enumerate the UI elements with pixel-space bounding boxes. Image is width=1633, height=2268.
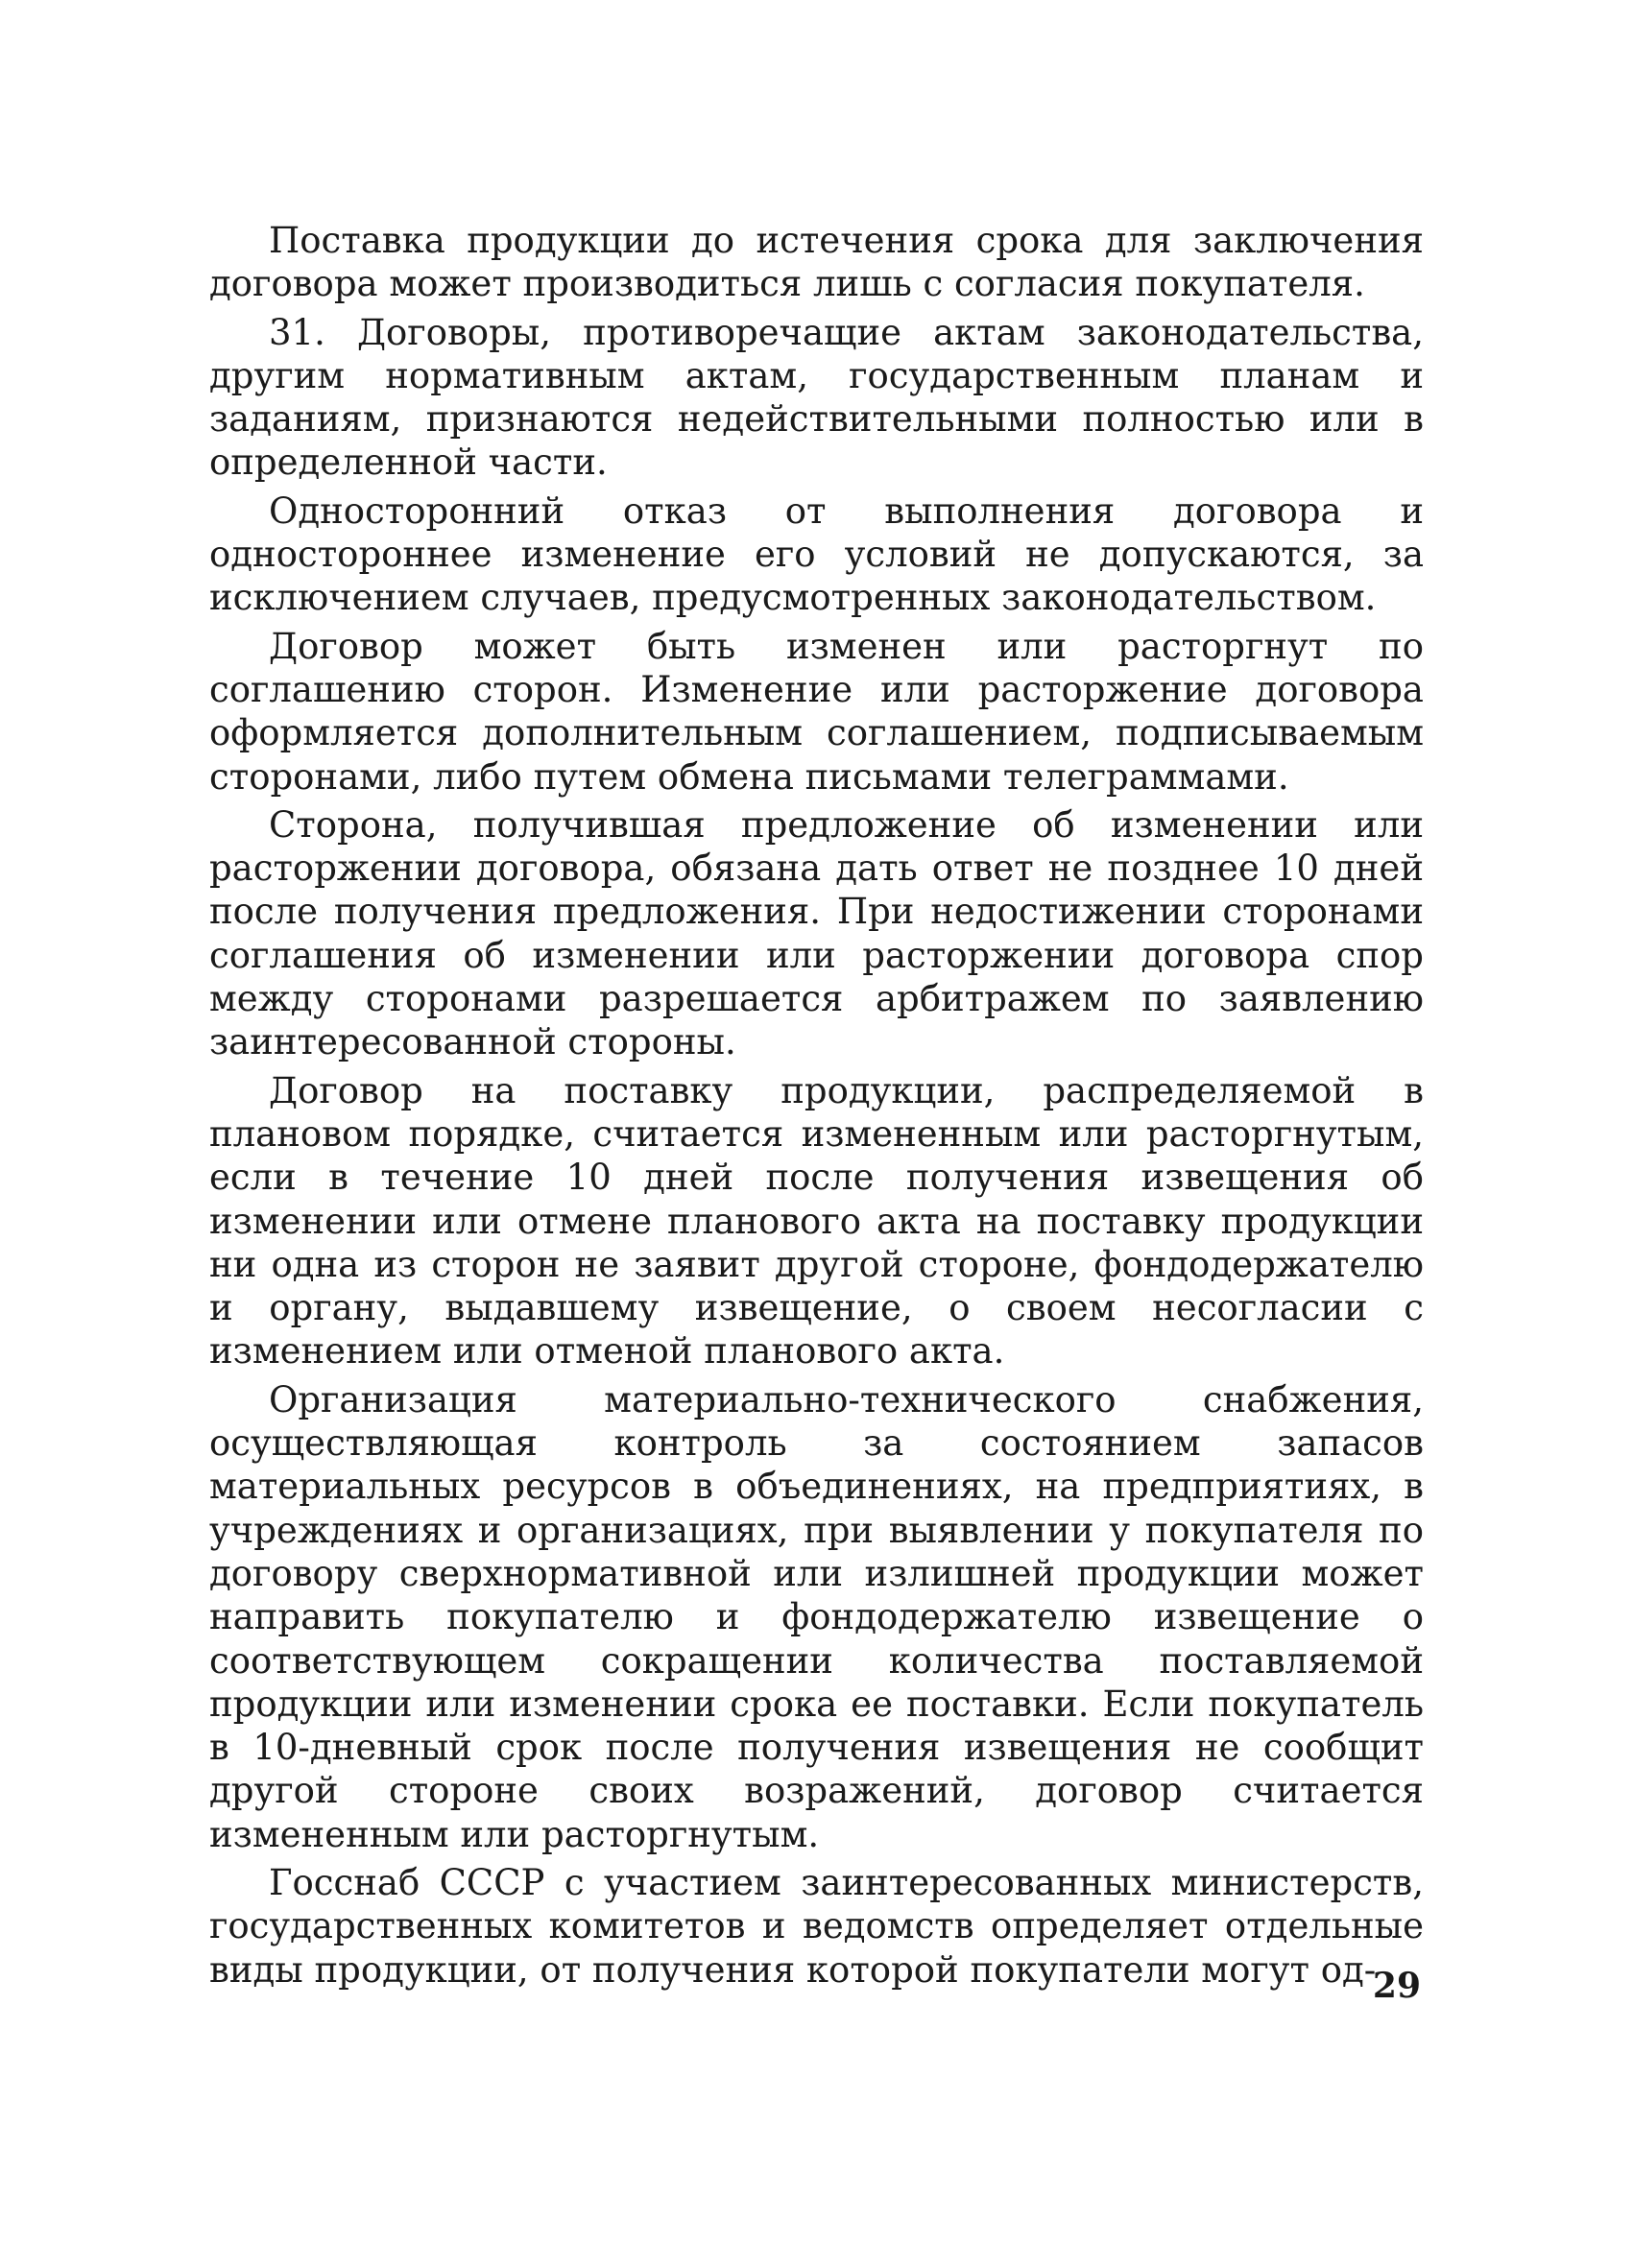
paragraph-1: Поставка продукции до истечения срока для заключения договора может производиться лишь с согласия покупателя. (209, 220, 1424, 305)
paragraph-2: 31. Договоры, противоречащие актам законодательства, другим нормативным актам, государственным планам и заданиям, признаются недействительными полностью или в определенной части. (209, 311, 1424, 484)
paragraph-8: Госснаб СССР с участием заинтересованных министерств, государственных комитетов и ведомств определяет отдельные виды продукции, от получения которой покупатели могут од- (209, 1861, 1424, 1991)
paragraph-5: Сторона, получившая предложение об изменении или расторжении договора, обязана дать ответ не позднее 10 дней после получения предложения. При недостижении сторонами соглашения об изменении или расторжении договора спор между сторонами разрешается арбитражем по заявлению заинтересованной стороны. (209, 803, 1424, 1063)
paragraph-7: Организация материально-технического снабжения, осуществляющая контроль за состоянием запасов материальных ресурсов в объединениях, на предприятиях, в учреждениях и организациях, при выявлении у покупателя по договору сверхнормативной или излишней продукции может направить покупателю и фондодержателю извещение о соответствующем сокращении количества поставляемой продукции или изменении срока ее поставки. Если покупатель в 10-дневный срок после получения извещения не сообщит другой стороне своих возражений, договор считается измененным или расторгнутым. (209, 1378, 1424, 1855)
paragraph-4: Договор может быть изменен или расторгнут по соглашению сторон. Изменение или расторжение договора оформляется дополнительным соглашением, подписываемым сторонами, либо путем обмена письмами телеграммами. (209, 625, 1424, 798)
body-text (209, 219, 1424, 1996)
page-number: 29 (1372, 1966, 1421, 2006)
paragraph-3: Односторонний отказ от выполнения договора и одностороннее изменение его условий не допускаются, за исключением случаев, предусмотренных законодательством. (209, 489, 1424, 619)
paragraph-6: Договор на поставку продукции, распределяемой в плановом порядке, считается измененным или расторгнутым, если в течение 10 дней после получения извещения об изменении или отмене планового акта на поставку продукции ни одна из сторон не заявит другой стороне, фондодержателю и органу, выдавшему извещение, о своем несогласии с изменением или отменой планового акта. (209, 1069, 1424, 1373)
